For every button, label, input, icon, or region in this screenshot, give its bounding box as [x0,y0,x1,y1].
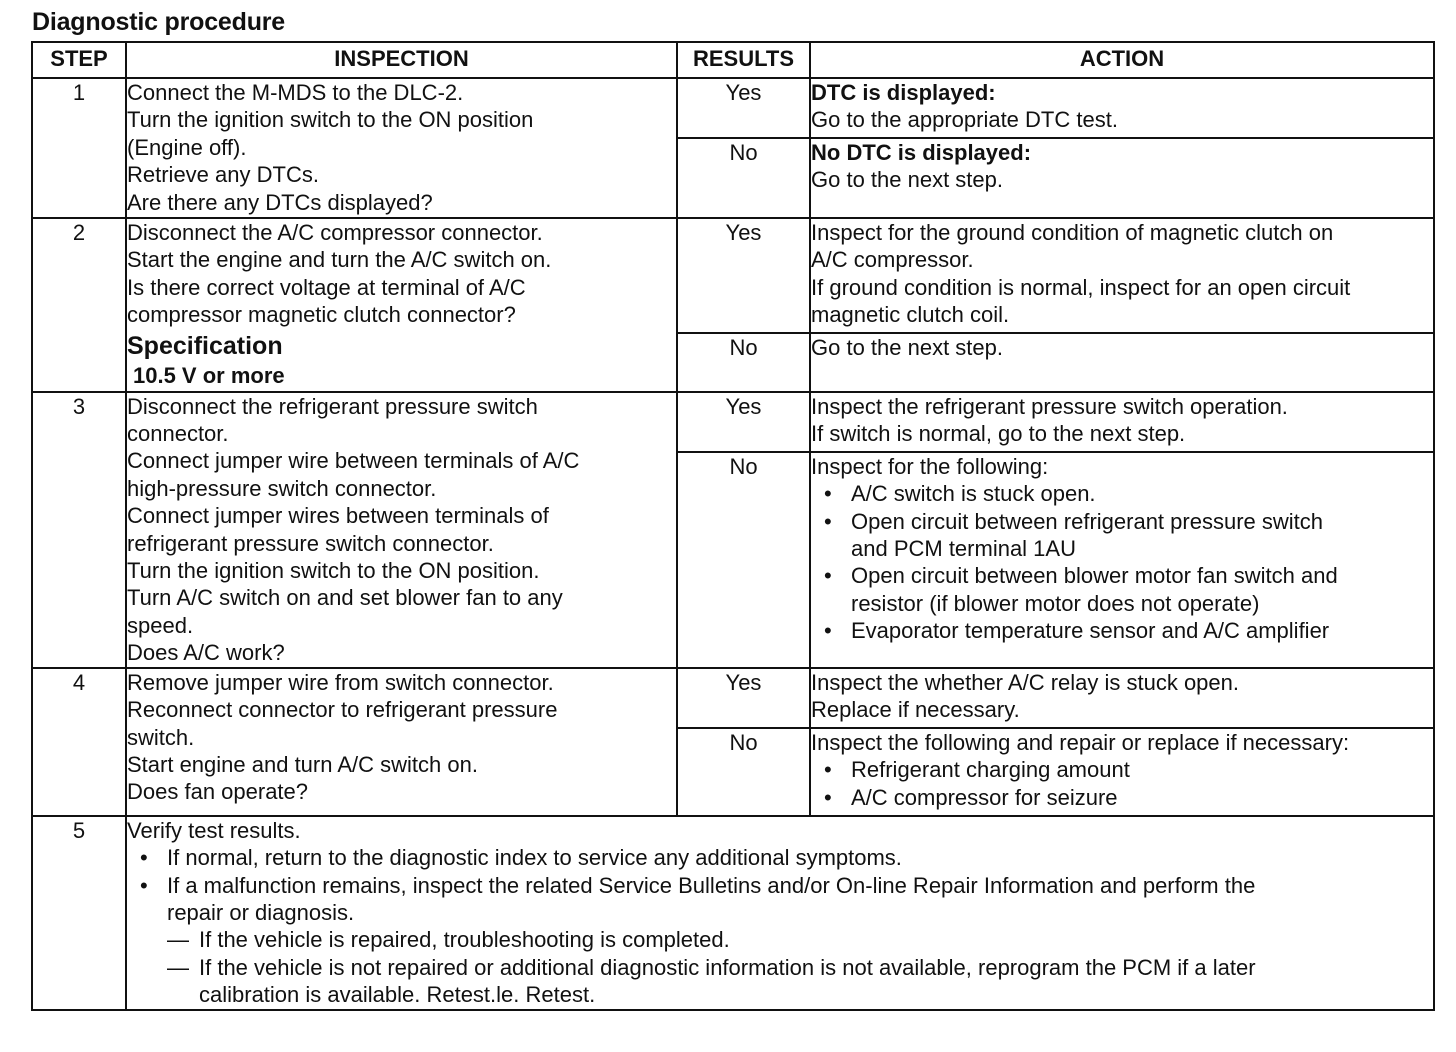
inspection-line: Disconnect the A/C compressor connector. [127,220,543,245]
bullet-line: A/C compressor for seizure [851,784,1118,810]
dash-item [167,926,1433,953]
bullet-line: resistor (if blower motor does not operate) [851,590,1260,616]
inspection-line: Disconnect the refrigerant pressure switch [127,393,538,419]
action-line: magnetic clutch coil. [811,302,1010,328]
dash-item [167,954,1433,1009]
step-2-yes-row [32,218,1434,333]
action-line: Inspect the following and repair or replace if necessary: [811,729,1350,755]
step-number: 5 [32,816,126,1010]
inspection-line: Turn the ignition switch to the ON position. [127,558,540,584]
header-inspection: INSPECTION [126,42,677,78]
dash-line: If the vehicle is repaired, troubleshooting is completed. [199,927,730,953]
step-4-action-no [810,728,1434,816]
step-number: 4 [32,668,126,816]
step-4-yes-row [32,668,1434,728]
bullet-line: • Open circuit between blower motor fan switch and [851,563,1338,589]
inspection-line: Does A/C work? [127,640,285,666]
action-heading: DTC is displayed: [811,80,996,105]
inspection-line: connector. [127,421,229,447]
step-1-inspection [126,78,677,218]
header-row [32,42,1434,78]
inspection-line: (Engine off). [127,134,247,160]
result-no: No [677,138,810,218]
header-step: STEP [32,42,126,78]
action-line: A/C compressor. [811,247,974,273]
action-line: Inspect the refrigerant pressure switch operation. [811,393,1288,419]
action-line: Replace if necessary. [811,697,1020,723]
step-3-action-no [810,452,1434,668]
action-bullet-list [811,756,1433,811]
step-2-inspection [126,218,677,392]
inspection-line: high-pressure switch connector. [127,475,437,501]
step-4-action-yes [810,668,1434,728]
action-line: Inspect the whether A/C relay is stuck open. [811,669,1240,695]
step-3-inspection [126,392,677,668]
diagnostic-table [31,41,1435,1011]
inspection-line: Remove jumper wire from switch connector. [127,669,554,695]
step-1-yes-row [32,78,1434,138]
inspection-line: switch. [127,724,195,750]
specification-label: Specification [127,331,283,360]
action-heading: No DTC is displayed: [811,140,1032,165]
page-title: Diagnostic procedure [32,8,285,36]
header-results: RESULTS [677,42,810,78]
bullet-item [127,844,1433,871]
bullet-line: Evaporator temperature sensor and A/C amplifier [851,618,1330,644]
inspection-line: Turn the ignition switch to the ON position [127,107,534,133]
bullet-line: Refrigerant charging amount [851,757,1130,783]
result-no: No [677,333,810,391]
inspection-line: Start the engine and turn the A/C switch on. [127,247,552,273]
result-yes: Yes [677,218,810,333]
inspection-line: Connect jumper wire between terminals of A/C [127,448,580,474]
action-line: Inspect for the ground condition of magnetic clutch on [811,220,1334,245]
inspection-line: Does fan operate? [127,779,309,805]
step-2-action-yes [810,218,1434,333]
action-bullet-list [811,480,1433,644]
bullet-item [811,756,1433,783]
inspection-line: Are there any DTCs displayed? [127,189,433,215]
step-5-bullet-list [127,844,1433,926]
step-5-intro: Verify test results. [127,817,301,843]
inspection-line: Is there correct voltage at terminal of A/C [127,274,526,300]
step-4-inspection [126,668,677,816]
action-line: Go to the appropriate DTC test. [811,107,1118,133]
bullet-line: and PCM terminal 1AU [851,536,1076,562]
action-line: Go to the next step. [811,335,1004,361]
step-5-row [32,816,1434,1010]
step-2-action-no [810,333,1434,391]
bullet-line: • Open circuit between refrigerant pressure switch [851,508,1323,534]
dash-line: calibration is available. Retest.le. Retest. [199,982,596,1008]
result-no: No [677,728,810,816]
bullet-item [811,562,1433,617]
step-3-action-yes [810,392,1434,452]
bullet-item [811,508,1433,563]
action-line: Inspect for the following: [811,453,1049,479]
bullet-item [811,784,1433,811]
bullet-line: • If a malfunction remains, inspect the related Service Bulletins and/or On-line Repair Information and perform the [167,872,1256,898]
result-no: No [677,452,810,668]
header-action: ACTION [810,42,1434,78]
step-5-content [126,816,1434,1010]
bullet-line: repair or diagnosis. [167,899,355,925]
inspection-line: Retrieve any DTCs. [127,162,319,188]
inspection-line: compressor magnetic clutch connector? [127,302,516,328]
action-line: If switch is normal, go to the next step. [811,421,1186,447]
step-5-dash-list [127,926,1433,1008]
step-3-yes-row [32,392,1434,452]
inspection-line: Reconnect connector to refrigerant pressure [127,697,558,723]
inspection-line: speed. [127,612,194,638]
inspection-line: Connect jumper wires between terminals of [127,503,549,529]
result-yes: Yes [677,78,810,138]
step-1-action-no [810,138,1434,218]
bullet-line: A/C switch is stuck open. [851,481,1096,507]
specification-value: 10.5 V or more [133,362,285,388]
action-line: Go to the next step. [811,167,1004,193]
result-yes: Yes [677,668,810,728]
step-number: 3 [32,392,126,668]
step-number: 1 [32,78,126,218]
bullet-item [811,480,1433,507]
inspection-line: refrigerant pressure switch connector. [127,530,494,556]
inspection-line: Start engine and turn A/C switch on. [127,751,478,777]
inspection-line: Turn A/C switch on and set blower fan to any [127,585,563,611]
bullet-item [127,872,1433,927]
step-number: 2 [32,218,126,392]
step-1-action-yes [810,78,1434,138]
bullet-line: If normal, return to the diagnostic index to service any additional symptoms. [167,845,902,871]
result-yes: Yes [677,392,810,452]
dash-line: — If the vehicle is not repaired or additional diagnostic information is not available, reprogram the PCM if a later [199,954,1256,980]
action-line: If ground condition is normal, inspect for an open circuit [811,274,1351,300]
bullet-item [811,617,1433,644]
inspection-line: Connect the M-MDS to the DLC-2. [127,80,464,105]
